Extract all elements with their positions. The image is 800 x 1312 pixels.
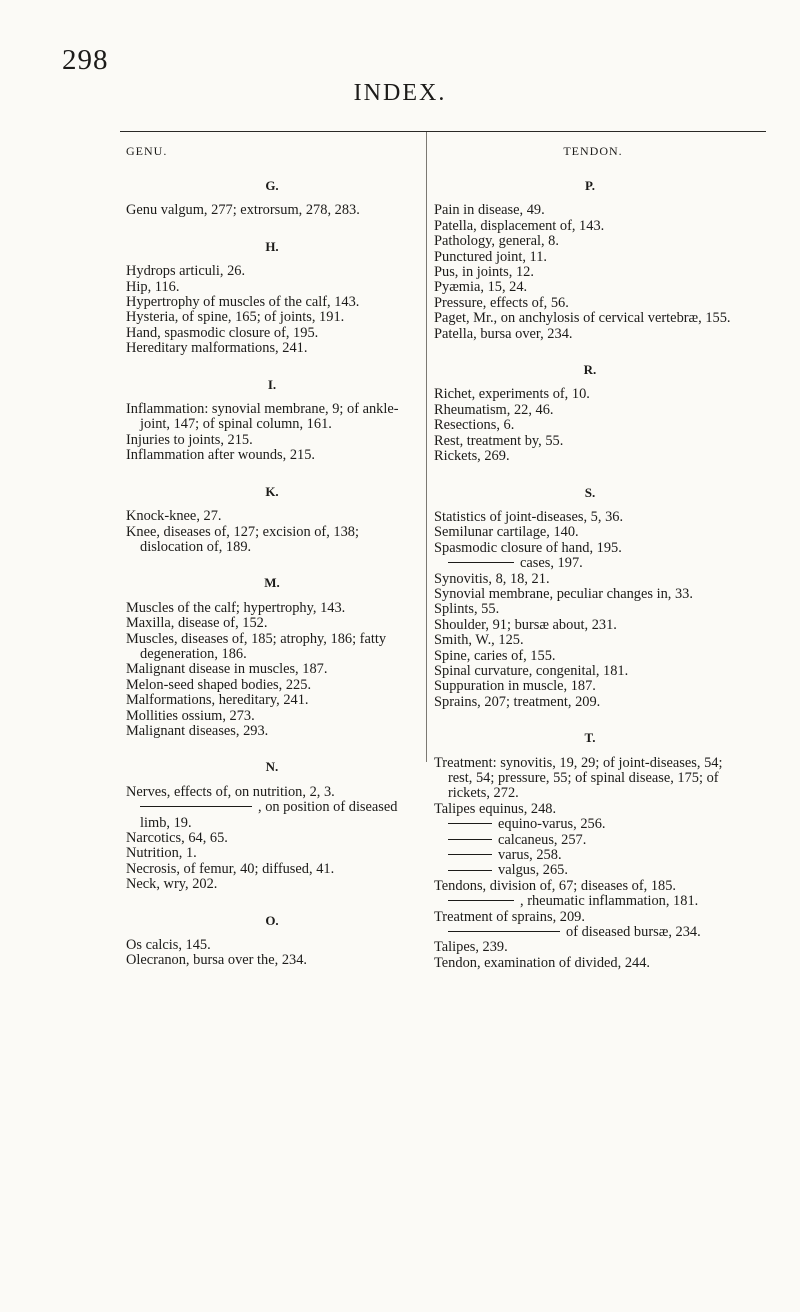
section-letter: I. <box>267 376 277 392</box>
section-letter: K. <box>265 483 279 499</box>
index-entry <box>434 925 746 940</box>
index-entry-text: Muscles of the calf; hypertrophy, 143. <box>126 599 346 616</box>
index-entry-text: Injuries to joints, 215. <box>126 431 253 448</box>
index-entry <box>434 863 746 878</box>
index-entry <box>126 310 418 325</box>
index-entry-text: varus, 258. <box>498 847 562 864</box>
index-entry-text: Treatment: synovitis, 19, 29; of joint-diseases, 54; rest, 54; pressure, 55; of spinal disease, 175; of rickets, 272. <box>434 754 723 802</box>
index-entry <box>434 250 746 265</box>
index-entry-text: Smith, W., 125. <box>434 632 524 649</box>
index-entry-text: Inflammation: synovial membrane, 9; of ankle-joint, 147; of spinal column, 161. <box>126 401 399 433</box>
index-entry <box>126 724 418 739</box>
index-entry-text: Olecranon, bursa over the, 234. <box>126 952 308 969</box>
index-entry <box>126 326 418 341</box>
ditto-rule <box>448 900 514 901</box>
index-entry <box>434 956 746 971</box>
index-entry <box>434 556 746 571</box>
index-entry <box>434 572 746 587</box>
index-entry <box>434 633 746 648</box>
ditto-rule <box>448 931 560 932</box>
index-entry <box>434 434 746 449</box>
index-entry-text: Suppuration in muscle, 187. <box>434 678 596 695</box>
index-entry-text: Spine, caries of, 155. <box>434 647 556 664</box>
index-entry-text: Hereditary malformations, 241. <box>126 340 308 357</box>
index-entry-text: Rheumatism, 22, 46. <box>434 401 554 418</box>
index-entry-text: Spinal curvature, congenital, 181. <box>434 662 629 679</box>
page-number: 298 <box>62 44 109 76</box>
ditto-rule <box>448 562 514 563</box>
index-section <box>126 239 418 357</box>
index-section <box>434 485 746 711</box>
index-entry <box>126 938 418 953</box>
index-entry-text: Richet, experiments of, 10. <box>434 386 590 403</box>
section-letter: S. <box>584 484 596 500</box>
index-entry <box>434 602 746 617</box>
section-letter: R. <box>583 362 597 378</box>
index-entry <box>126 693 418 708</box>
running-head: INDEX. <box>353 80 447 106</box>
index-entry-text: Malformations, hereditary, 241. <box>126 692 309 709</box>
index-entry-text: , on position of diseased limb, 19. <box>140 799 398 831</box>
index-entry-text: valgus, 265. <box>498 862 568 879</box>
index-entry <box>434 894 746 909</box>
index-entry-text: Hypertrophy of muscles of the calf, 143. <box>126 294 360 311</box>
index-entry-text: Genu valgum, 277; extrorsum, 278, 283. <box>126 202 360 219</box>
ditto-rule <box>140 806 252 807</box>
index-entry-text: Sprains, 207; treatment, 209. <box>434 693 601 710</box>
index-entry-text: Narcotics, 64, 65. <box>126 830 228 846</box>
index-entry <box>126 295 418 310</box>
index-entry <box>126 341 418 356</box>
index-entry-text: Tendons, division of, 67; diseases of, 185. <box>434 877 677 894</box>
index-entry-text: Statistics of joint-diseases, 5, 36. <box>434 508 624 525</box>
index-entry-text: Mollities ossium, 273. <box>126 707 255 724</box>
section-letter: G. <box>265 178 279 193</box>
column-divider <box>426 132 427 762</box>
index-entry <box>434 541 746 556</box>
index-entry <box>126 280 418 295</box>
index-entry <box>434 449 746 464</box>
index-entry-text: Talipes, 239. <box>434 939 508 956</box>
index-entry <box>434 234 746 249</box>
index-entry <box>434 418 746 433</box>
right-index-column <box>434 168 746 991</box>
index-entry <box>126 632 418 663</box>
index-entry <box>434 664 746 679</box>
index-entry-text: Talipes equinus, 248. <box>434 800 557 817</box>
header-rule <box>120 131 766 132</box>
index-entry-text: Patella, displacement of, 143. <box>434 217 605 234</box>
index-entry-text: Knee, diseases of, 127; excision of, 138; dislocation of, 189. <box>126 523 359 555</box>
index-section <box>434 178 746 342</box>
index-entry-text: Synovitis, 8, 18, 21. <box>434 570 550 587</box>
index-entry-text: Rest, treatment by, 55. <box>434 432 564 449</box>
index-entry <box>126 402 418 433</box>
index-entry-text: Treatment of sprains, 209. <box>434 908 585 925</box>
index-entry <box>434 848 746 863</box>
index-entry-text: Neck, wry, 202. <box>126 876 218 893</box>
ditto-rule <box>448 870 492 871</box>
index-entry <box>434 587 746 602</box>
index-section <box>434 730 746 971</box>
index-entry <box>126 678 418 693</box>
index-entry-text: Knock-knee, 27. <box>126 508 222 525</box>
index-entry <box>434 219 746 234</box>
index-entry-text: Pain in disease, 49. <box>434 202 545 219</box>
index-entry <box>434 311 746 326</box>
left-column-header: GENU. <box>126 144 168 158</box>
index-entry <box>126 433 418 448</box>
index-entry <box>434 327 746 342</box>
index-entry <box>126 509 418 524</box>
index-section <box>434 362 746 464</box>
right-column-header: TENDON. <box>563 144 623 158</box>
section-letter: H. <box>265 238 279 254</box>
index-entry-text: Synovial membrane, peculiar changes in, 33. <box>434 585 693 602</box>
index-entry-text: Nerves, effects of, on nutrition, 2, 3. <box>126 783 335 800</box>
index-entry-text: Muscles, diseases of, 185; atrophy, 186; fatty degeneration, 186. <box>126 630 387 662</box>
index-entry <box>434 280 746 295</box>
section-letter: M. <box>264 575 280 591</box>
index-entry <box>126 662 418 677</box>
index-entry-text: Hand, spasmodic closure of, 195. <box>126 324 319 341</box>
index-entry-text: equino-varus, 256. <box>498 816 606 833</box>
index-entry <box>434 695 746 710</box>
ditto-rule <box>448 823 492 824</box>
index-entry <box>126 800 418 831</box>
index-entry-text: Malignant disease in muscles, 187. <box>126 661 328 678</box>
index-entry-text: Paget, Mr., on anchylosis of cervical vertebræ, 155. <box>434 310 731 327</box>
index-section <box>126 575 418 739</box>
index-entry <box>434 649 746 664</box>
index-entry-text: Pressure, effects of, 56. <box>434 294 569 311</box>
ditto-rule <box>448 839 492 840</box>
index-entry-text: Pus, in joints, 12. <box>434 264 534 281</box>
index-entry <box>434 296 746 311</box>
index-entry <box>434 910 746 925</box>
index-entry-text: Patella, bursa over, 234. <box>434 325 573 342</box>
index-entry-text: Pyæmia, 15, 24. <box>434 279 528 296</box>
ditto-rule <box>448 854 492 855</box>
index-entry <box>126 785 418 800</box>
index-entry <box>434 940 746 955</box>
left-index-column <box>126 168 418 989</box>
index-entry <box>434 756 746 802</box>
index-entry-text: Melon-seed shaped bodies, 225. <box>126 676 312 693</box>
index-section <box>126 913 418 969</box>
index-entry-text: Splints, 55. <box>434 601 500 618</box>
index-entry-text: Spasmodic closure of hand, 195. <box>434 539 622 556</box>
index-section <box>126 377 418 464</box>
index-entry-text: Malignant diseases, 293. <box>126 722 269 739</box>
index-entry <box>434 879 746 894</box>
index-entry <box>126 877 418 892</box>
index-entry <box>434 403 746 418</box>
section-letter: P. <box>585 178 595 193</box>
index-entry <box>126 616 418 631</box>
index-entry-text: Pathology, general, 8. <box>434 233 559 250</box>
index-section <box>126 484 418 556</box>
index-entry-text: calcaneus, 257. <box>498 831 587 848</box>
index-entry-text: Semilunar cartilage, 140. <box>434 524 579 541</box>
index-entry <box>434 817 746 832</box>
index-entry <box>126 953 418 968</box>
index-entry <box>126 831 418 846</box>
index-entry-text: Nutrition, 1. <box>126 845 197 862</box>
index-entry <box>434 203 746 218</box>
index-entry <box>126 846 418 861</box>
index-entry-text: Os calcis, 145. <box>126 937 211 954</box>
index-entry-text: of diseased bursæ, 234. <box>566 924 701 941</box>
index-entry <box>434 525 746 540</box>
index-entry <box>434 679 746 694</box>
index-entry-text: Hydrops articuli, 26. <box>126 263 246 280</box>
index-entry <box>434 265 746 280</box>
index-entry-text: Necrosis, of femur, 40; diffused, 41. <box>126 860 335 877</box>
section-letter: T. <box>584 730 596 746</box>
index-entry-text: Rickets, 269. <box>434 448 510 465</box>
index-entry <box>434 387 746 402</box>
index-entry-text: , rheumatic inflammation, 181. <box>520 893 699 910</box>
index-entry <box>126 264 418 279</box>
index-entry-text: Shoulder, 91; bursæ about, 231. <box>434 616 617 633</box>
index-entry <box>126 709 418 724</box>
index-entry <box>434 802 746 817</box>
index-entry-text: cases, 197. <box>520 555 583 572</box>
index-entry-text: Inflammation after wounds, 215. <box>126 447 316 464</box>
index-entry <box>434 833 746 848</box>
index-entry-text: Maxilla, disease of, 152. <box>126 615 268 632</box>
index-entry <box>126 525 418 556</box>
section-letter: N. <box>265 759 279 775</box>
index-entry-text: Resections, 6. <box>434 417 515 434</box>
index-entry-text: Hip, 116. <box>126 278 180 295</box>
section-letter: O. <box>265 912 279 928</box>
index-entry-text: Tendon, examination of divided, 244. <box>434 954 651 971</box>
index-entry-text: Hysteria, of spine, 165; of joints, 191. <box>126 309 345 326</box>
index-entry <box>434 510 746 525</box>
index-entry <box>126 203 418 218</box>
index-section <box>126 178 418 219</box>
index-entry <box>126 862 418 877</box>
index-entry <box>126 448 418 463</box>
index-entry <box>126 601 418 616</box>
index-entry-text: Punctured joint, 11. <box>434 248 547 265</box>
index-entry <box>434 618 746 633</box>
index-section <box>126 759 418 892</box>
